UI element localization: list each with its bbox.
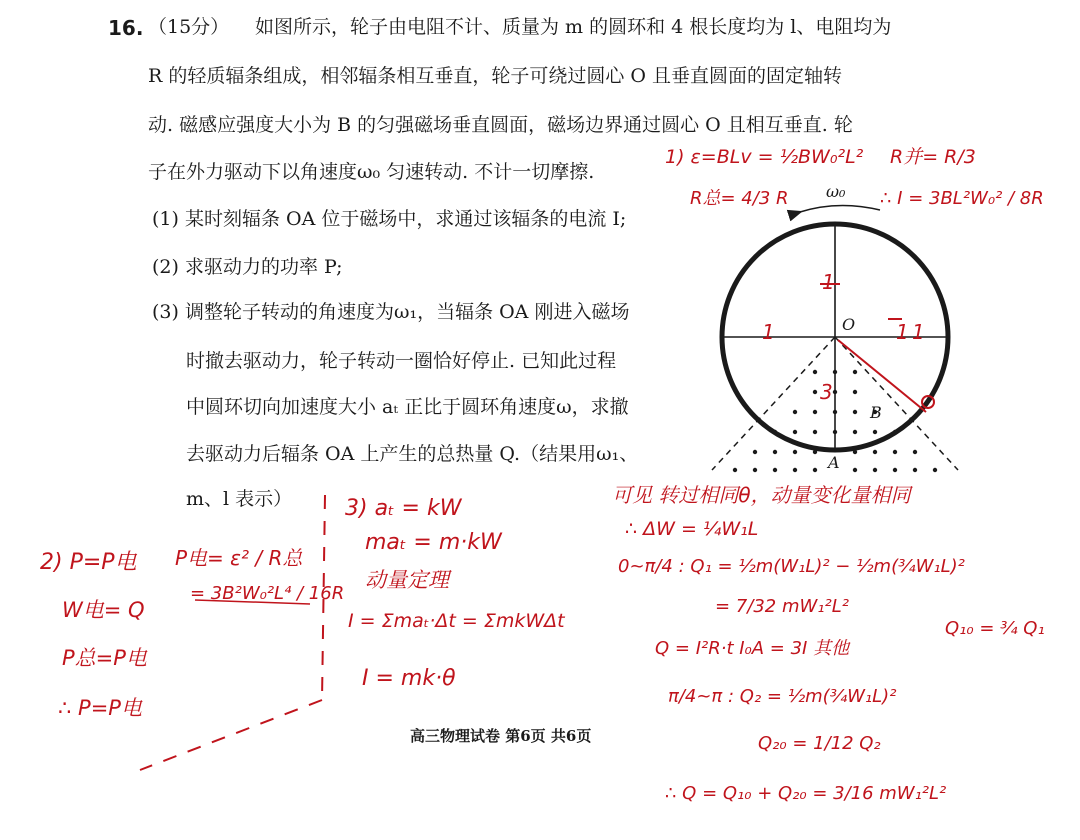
hw-emf: 1) ε=BLv = ½BW₀²L² xyxy=(665,146,864,168)
hw-p-formula-2: = 3B²W₀²L⁴ / 16R xyxy=(190,583,345,604)
hw-r-line-7: π/4~π : Q₂ = ½m(¾W₁L)² xyxy=(668,686,897,707)
rotation-arrow xyxy=(800,205,880,212)
hw-p3-line-2: maₜ = m·kW xyxy=(365,530,502,555)
hw-divider-diagonal xyxy=(140,700,322,770)
field-label: B xyxy=(870,403,882,422)
hw-p3-line-1: 3) aₜ = kW xyxy=(345,496,462,521)
part-3-line-2: 时撤去驱动力，轮子转动一圈恰好停止. 已知此过程 xyxy=(186,350,617,372)
hw-r-line-9: ∴ Q = Q₁₀ + Q₂₀ = 3/16 mW₁²L² xyxy=(665,783,947,804)
stem-line-2: R 的轻质辐条组成，相邻辐条相互垂直，轮子可绕过圆心 O 且垂直圆面的固定轴转 xyxy=(148,65,843,87)
hw-p-line-4: ∴ P=P电 xyxy=(58,696,142,720)
stem-line-1: 如图所示，轮子由电阻不计、质量为 m 的圆环和 4 根长度均为 l、电阻均为 xyxy=(255,16,892,38)
hw-r-line-8: Q₂₀ = 1/12 Q₂ xyxy=(758,733,881,754)
hw-spoke-mark-right2: 1 xyxy=(912,320,925,344)
hw-spoke-red xyxy=(838,340,926,412)
hw-spoke-mark-3: 3 xyxy=(820,380,833,404)
hw-r-line-4: = 7/32 mW₁²L² xyxy=(715,596,849,617)
part-2: (2) 求驱动力的功率 P; xyxy=(152,256,343,278)
stem-line-4: 子在外力驱动下以角速度ω₀ 匀速转动. 不计一切摩擦. xyxy=(148,161,595,183)
part-1: (1) 某时刻辐条 OA 位于磁场中，求通过该辐条的电流 I; xyxy=(152,208,627,230)
point-a-label: A xyxy=(828,453,840,472)
hw-current: ∴ I = 3BL²W₀² / 8R xyxy=(880,188,1044,209)
hw-r-line-2: ∴ ΔW = ¼W₁L xyxy=(625,518,759,540)
hw-r-line-3: 0~π/4 : Q₁ = ½m(W₁L)² − ½m(¾W₁L)² xyxy=(618,556,965,577)
part-3-line-5: m、l 表示） xyxy=(186,488,293,510)
question-number: 16. xyxy=(108,16,144,40)
stem-line-3: 动. 磁感应强度大小为 B 的匀强磁场垂直圆面，磁场边界通过圆心 O 且相互垂直. 轮 xyxy=(148,114,853,136)
center-label: O xyxy=(842,315,856,334)
hw-r-parallel: R并= R/3 xyxy=(890,146,976,168)
hw-p3-line-5: I = mk·θ xyxy=(362,666,456,691)
hw-p3-line-4: I = Σmaₜ·Δt = ΣmkWΔt xyxy=(348,610,565,632)
hw-p-line-2: W电= Q xyxy=(62,598,145,622)
hw-p-line-3: P总=P电 xyxy=(62,646,147,670)
hw-spoke-mark-top: 1 xyxy=(822,270,835,294)
hw-p-formula-1: P电= ε² / R总 xyxy=(175,546,303,570)
question-points: （15分） xyxy=(148,16,230,38)
part-3-line-1: (3) 调整轮子转动的角速度为ω₁，当辐条 OA 刚进入磁场 xyxy=(152,301,630,323)
part-3-line-4: 去驱动力后辐条 OA 上产生的总热量 Q.（结果用ω₁、 xyxy=(186,443,639,465)
hw-r-total: R总= 4/3 R xyxy=(690,188,789,209)
hw-p-line-1: 2) P=P电 xyxy=(40,550,137,575)
part-3-line-3: 中圆环切向加速度大小 aₜ 正比于圆环角速度ω，求撤 xyxy=(186,396,629,418)
hw-p3-line-3: 动量定理 xyxy=(365,568,449,592)
hw-r-line-1: 可见 转过相同θ，动量变化量相同 xyxy=(612,483,911,507)
omega-label: ω₀ xyxy=(826,182,846,201)
hw-spoke-mark-left: 1 xyxy=(762,320,775,344)
hw-spoke-mark-right: 1 xyxy=(896,320,909,344)
hw-r-line-5: Q = I²R·t I₀A = 3I 其他 xyxy=(655,638,850,659)
hw-r-line-6: Q₁₀ = ¾ Q₁ xyxy=(945,618,1045,639)
page-footer: 高三物理试卷 第6页 共6页 xyxy=(410,727,592,745)
